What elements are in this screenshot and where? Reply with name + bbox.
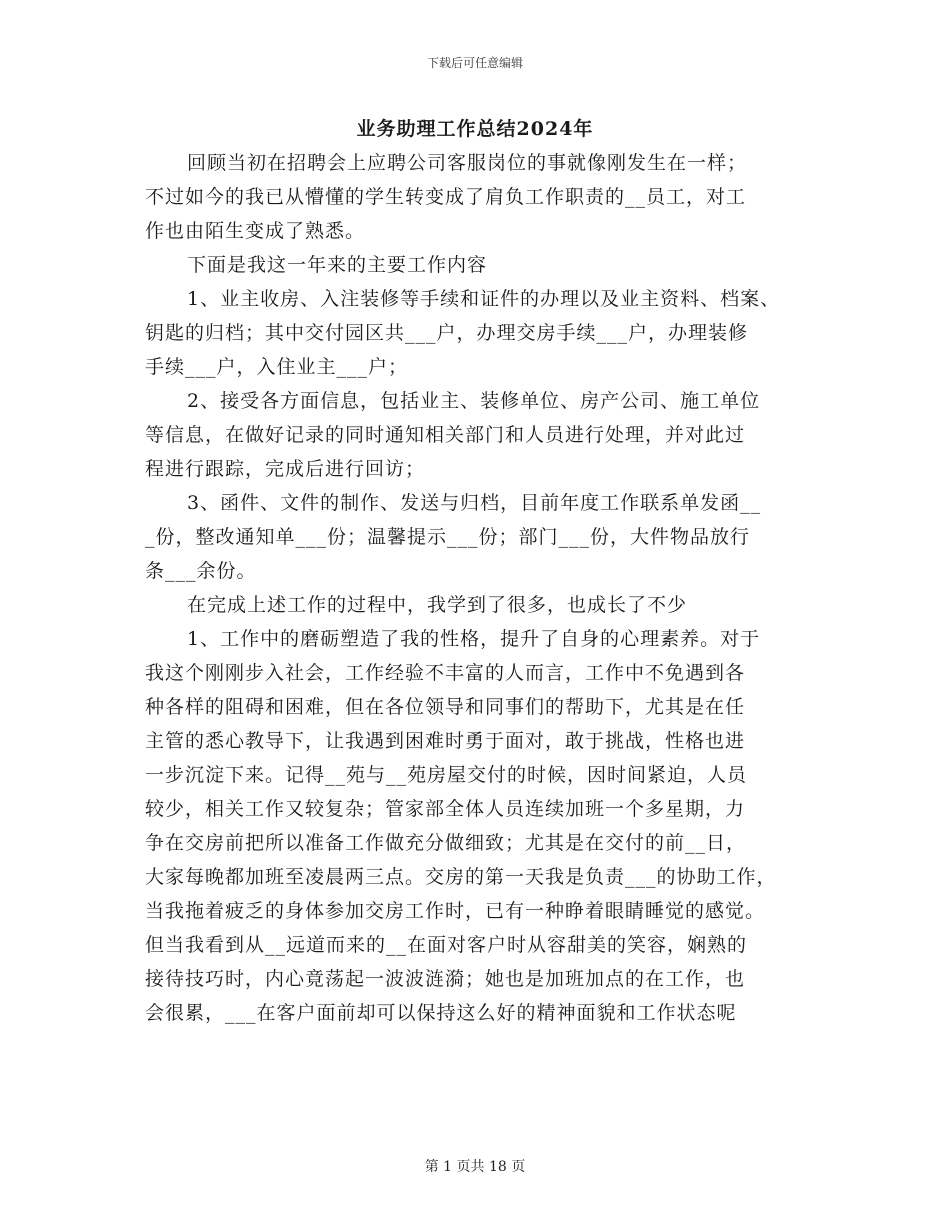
body-line: 钥匙的归档；其中交付园区共___户，办理交房手续___户，办理装修 xyxy=(145,322,749,344)
body-line: 1、工作中的磨砺塑造了我的性格，提升了自身的心理素养。对于 xyxy=(187,628,761,650)
body-line: 主管的悉心教导下，让我遇到困难时勇于面对，敢于挑战，性格也进 xyxy=(145,730,746,752)
body-line: 2、接受各方面信息，包括业主、装修单位、房产公司、施工单位 xyxy=(187,390,761,412)
body-line: 争在交房前把所以准备工作做充分做细致；尤其是在交付的前__日， xyxy=(145,832,747,854)
body-line: 不过如今的我已从懵懂的学生转变成了肩负工作职责的__员工，对工 xyxy=(145,186,747,208)
body-line: 程进行跟踪，完成后进行回访； xyxy=(145,458,426,480)
body-line: 当我拖着疲乏的身体参加交房工作时，已有一种睁着眼睛睡觉的感觉。 xyxy=(145,900,766,922)
body-line: _份，整改通知单___份；温馨提示___份；部门___份，大件物品放行 xyxy=(145,526,751,548)
body-line: 条___余份。 xyxy=(145,560,257,582)
body-line: 在完成上述工作的过程中，我学到了很多，也成长了不少 xyxy=(187,594,688,616)
body-line: 接待技巧时，内心竟荡起一波波涟漪；她也是加班加点的在工作，也 xyxy=(145,968,746,990)
body-line: 但当我看到从__远道而来的__在面对客户时从容甜美的笑容，娴熟的 xyxy=(145,934,748,956)
document-title: 业务助理工作总结2024年 xyxy=(356,118,594,140)
body-line: 手续___户，入住业主___户； xyxy=(145,356,409,378)
body-line: 作也由陌生变成了熟悉。 xyxy=(145,220,366,242)
body-line: 下面是我这一年来的主要工作内容 xyxy=(187,254,488,276)
body-line: 大家每晚都加班至凌晨两三点。交房的第一天我是负责___的协助工作， xyxy=(145,866,777,888)
body-line: 种各样的阻碍和困难，但在各位领导和同事们的帮助下，尤其是在任 xyxy=(145,696,746,718)
page-footer: 第 1 页共 18 页 xyxy=(424,1159,526,1175)
body-line: 1、业主收房、入注装修等手续和证件的办理以及业主资料、档案、 xyxy=(187,288,781,310)
body-line: 回顾当初在招聘会上应聘公司客服岗位的事就像刚发生在一样； xyxy=(187,152,748,174)
body-line: 一步沉淀下来。记得__苑与__苑房屋交付的时候，因时间紧迫，人员 xyxy=(145,764,748,786)
body-line: 3、函件、文件的制作、发送与归档，目前年度工作联系单发函__ xyxy=(187,492,762,514)
body-line: 等信息，在做好记录的同时通知相关部门和人员进行处理，并对此过 xyxy=(145,424,746,446)
body-line: 会很累，___在客户面前却可以保持这么好的精神面貌和工作状态呢 xyxy=(145,1002,737,1024)
header-note: 下载后可任意编辑 xyxy=(426,56,523,70)
body-line: 较少，相关工作又较复杂；管家部全体人员连续加班一个多星期，力 xyxy=(145,798,746,820)
body-line: 我这个刚刚步入社会，工作经验不丰富的人而言，工作中不免遇到各 xyxy=(145,662,746,684)
document-body xyxy=(145,146,835,1030)
